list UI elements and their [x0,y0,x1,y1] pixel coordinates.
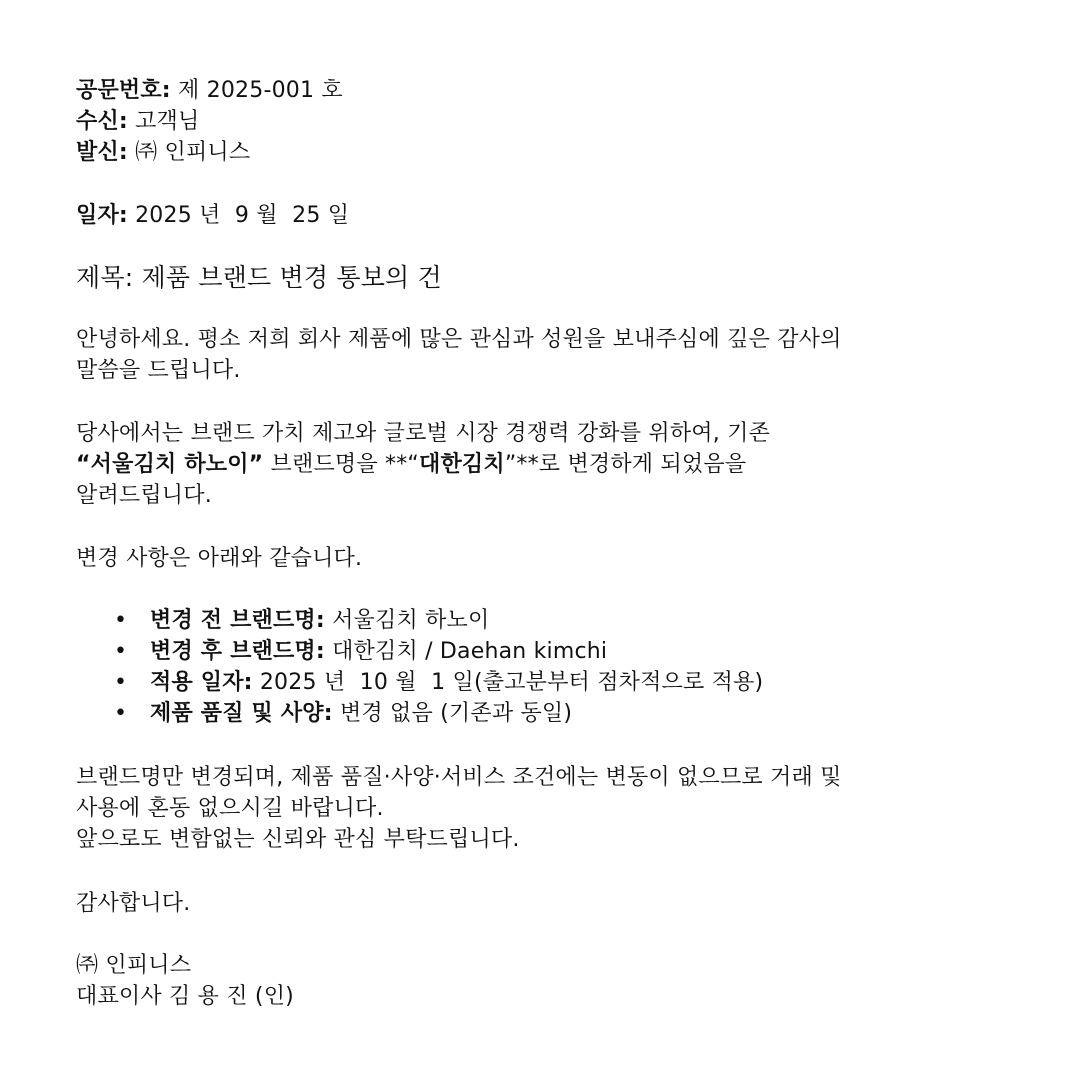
change-value: 2025 년 10 월 1 일(출고분부터 점차적으로 적용) [252,670,764,695]
doc-number-label: 공문번호: [76,78,171,103]
greeting-line-2: 말씀을 드립니다. [76,358,241,383]
bullet-icon: • [114,639,128,664]
doc-number-line [76,75,343,106]
sender-line [76,137,343,168]
list-item [76,667,763,698]
notice-mid-text: 브랜드명을 **“ [263,452,419,477]
notice-line-1: 당사에서는 브랜드 가치 제고와 글로벌 시장 경쟁력 강화를 위하여, 기존 [76,421,771,446]
new-brand-name: 대한김치 [419,452,505,477]
change-label: 변경 전 브랜드명: [150,608,325,633]
change-value: 대한김치 / Daehan kimchi [324,639,608,664]
closing-line-1: 브랜드명만 변경되며, 제품 품질·사양·서비스 조건에는 변동이 없으므로 거래 및 [76,765,842,790]
notice-line-3: 알려드립니다. [76,483,212,508]
changes-intro: 변경 사항은 아래와 같습니다. [76,546,363,571]
change-value: 서울김치 하노이 [324,608,490,633]
old-brand-name: “서울김치 하노이” [76,452,264,477]
date-line [76,200,349,231]
closing-line-3: 앞으로도 변함없는 신뢰와 관심 부탁드립니다. [76,827,520,852]
change-value: 변경 없음 (기존과 동일) [332,701,573,726]
bullet-icon: • [114,670,128,695]
letter-title: 제목: 제품 브랜드 변경 통보의 건 [76,263,442,292]
sender-value: ㈜ 인피니스 [127,140,251,165]
date-label: 일자: [76,203,128,228]
date-value: 2025 년 9 월 25 일 [127,203,350,228]
letter-header [76,75,343,168]
bullet-icon: • [114,608,128,633]
doc-number-value: 제 2025-001 호 [170,78,343,103]
signature-block [76,950,1016,1012]
changes-list [76,605,763,729]
change-label: 제품 품질 및 사양: [150,701,333,726]
closing-paragraph [76,762,1016,855]
closing-line-2: 사용에 혼동 없으시길 바랍니다. [76,796,384,821]
bullet-icon: • [114,701,128,726]
greeting-paragraph [76,324,1016,386]
notice-after-text: ”**로 변경하게 되었음을 [504,452,747,477]
recipient-line [76,106,343,137]
notice-line-2 [76,449,1016,480]
change-label: 적용 일자: [150,670,253,695]
list-item [76,698,763,729]
notice-paragraph [76,418,1016,511]
signature-company: ㈜ 인피니스 [76,953,192,978]
sender-label: 발신: [76,140,128,165]
list-item [76,636,763,667]
change-label: 변경 후 브랜드명: [150,639,325,664]
recipient-value: 고객님 [127,109,200,134]
list-item [76,605,763,636]
greeting-line-1: 안녕하세요. 평소 저희 회사 제품에 많은 관심과 성원을 보내주심에 깊은 감사의 [76,327,842,352]
recipient-label: 수신: [76,109,128,134]
signature-ceo: 대표이사 김 용 진 (인) [76,984,294,1009]
thanks-line: 감사합니다. [76,891,191,916]
